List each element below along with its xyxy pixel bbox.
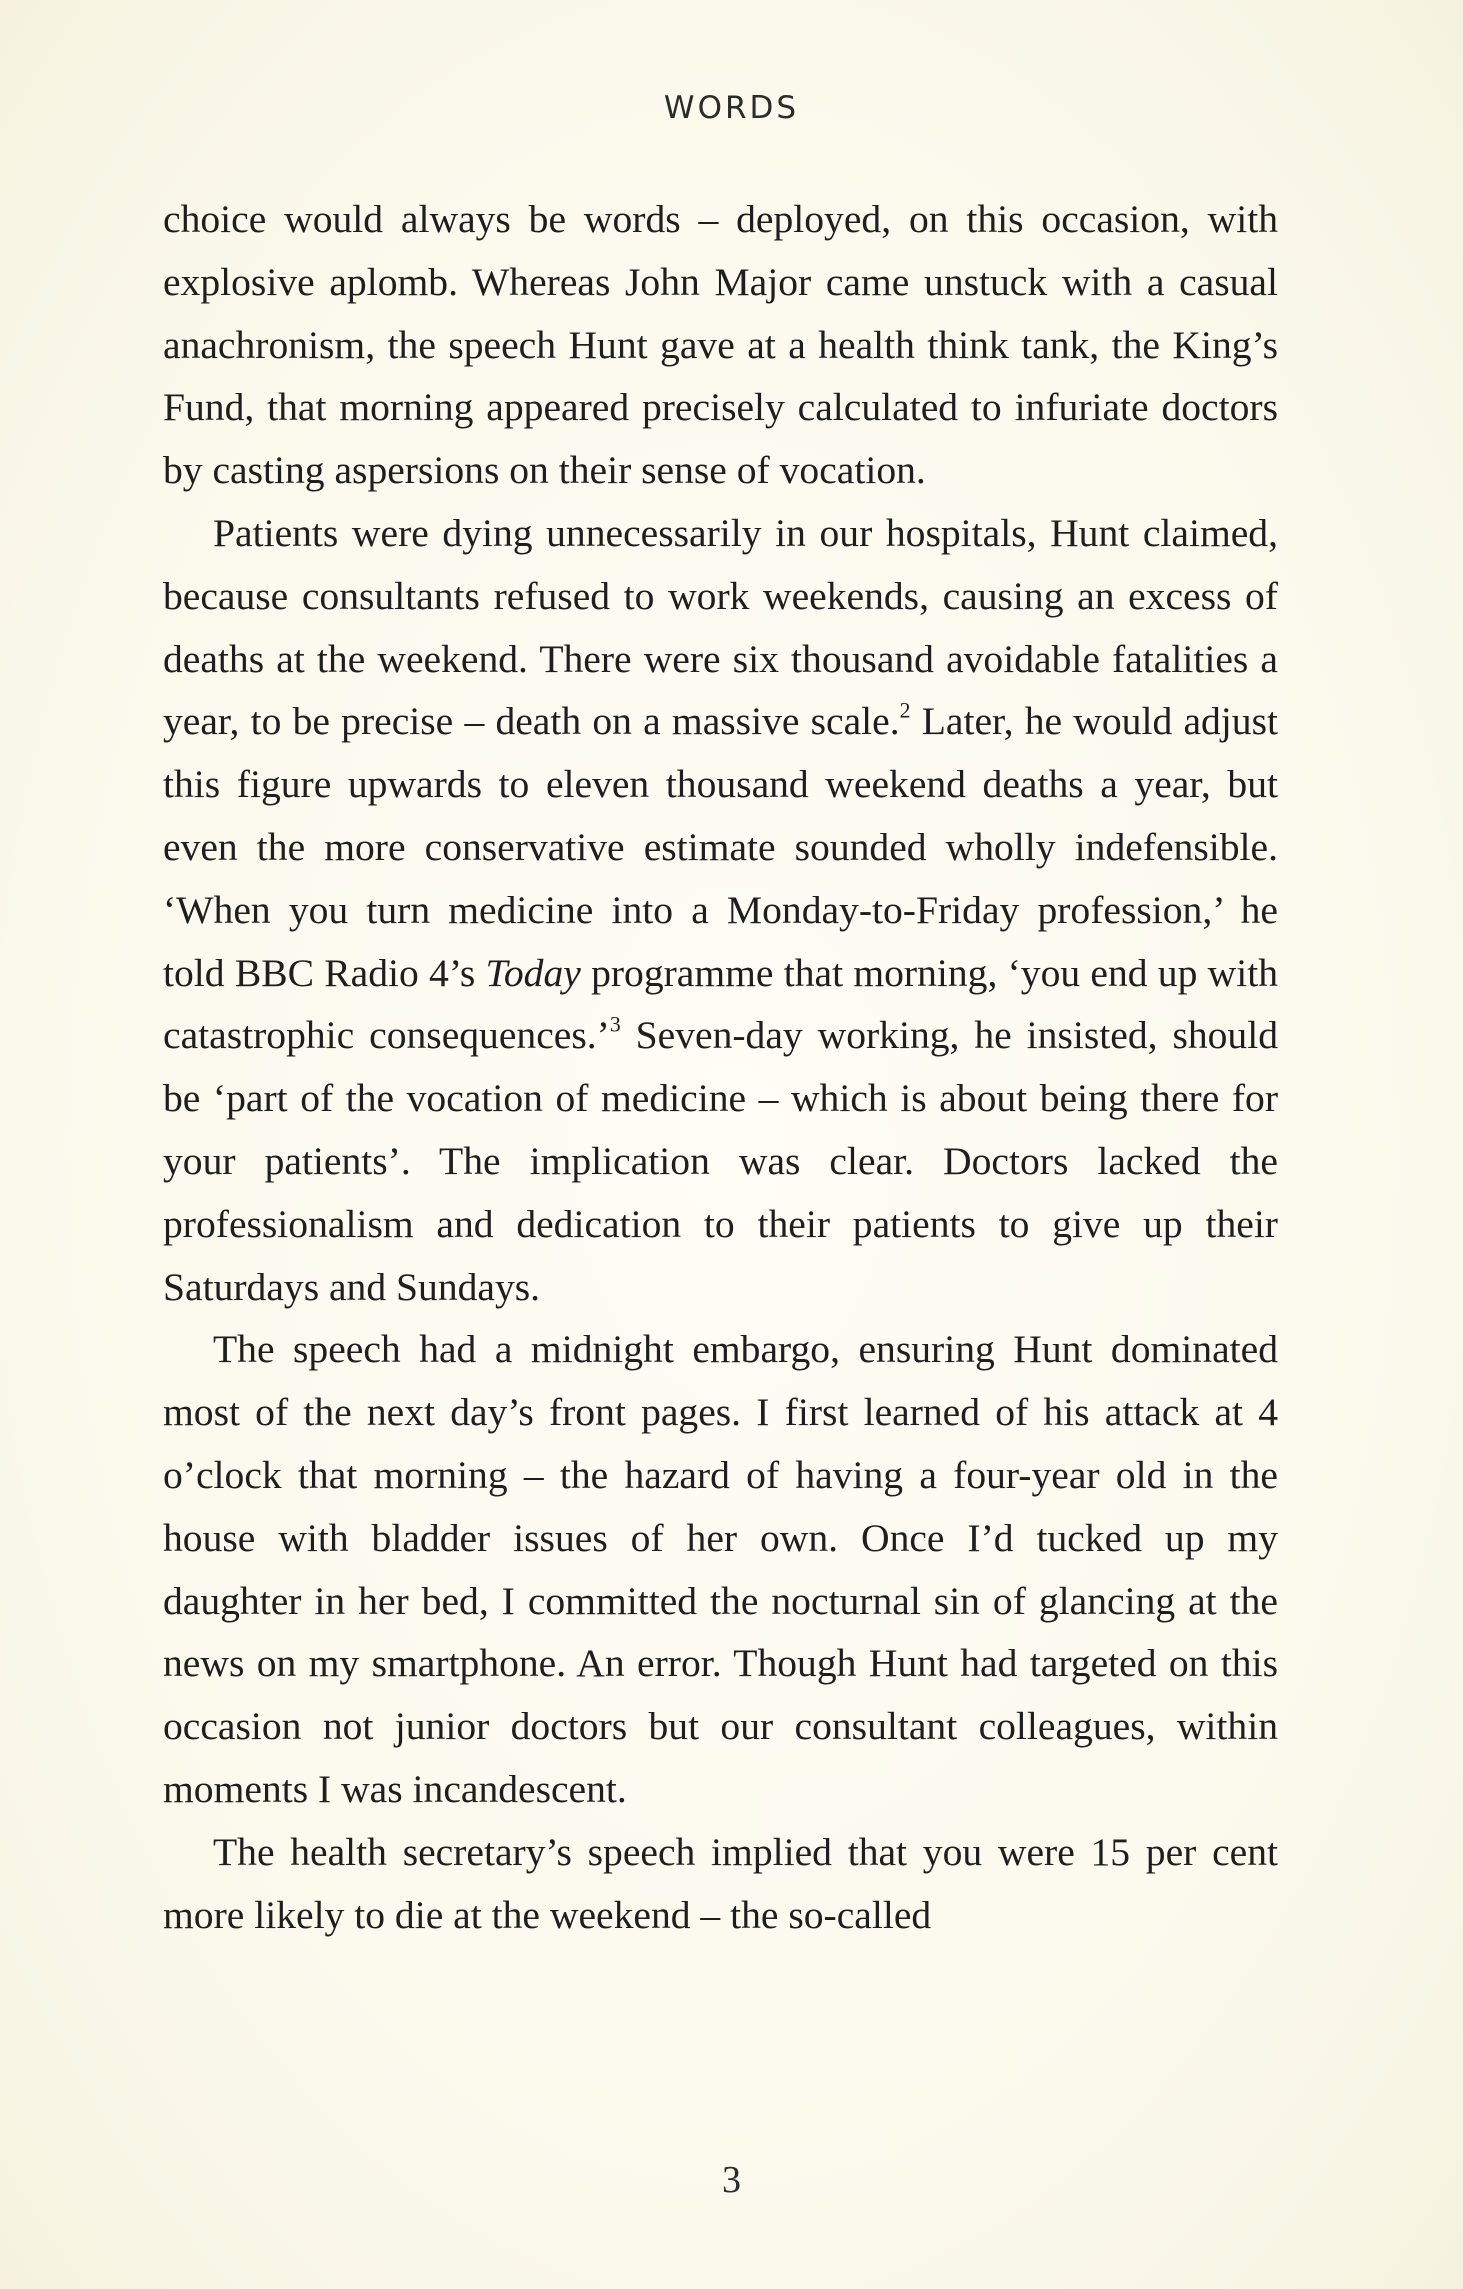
- footnote-ref-3: 3: [609, 1013, 621, 1038]
- paragraph-1-text: choice would always be words – deployed, on this occasion, with explosive aplomb. Whereas John Major came unstuck with a casual anachronism, the speech Hunt gave at a health think tank, the King’s Fund, that morning appeared precisely calculated to infuriate doctors by casting aspersions on their sense of vocation.: [163, 197, 1278, 493]
- paragraph-1: [163, 188, 1278, 502]
- paragraph-2: [163, 502, 1278, 1318]
- footnote-ref-2: 2: [899, 699, 911, 724]
- paragraph-4-text: The health secretary’s speech implied that you were 15 per cent more likely to die at the weekend – the so-called: [163, 1829, 1278, 1937]
- programme-title: Today: [485, 950, 581, 995]
- paragraph-3: [163, 1318, 1278, 1820]
- running-head: WORDS: [663, 90, 800, 126]
- paragraph-2-text-c: programme that morning, ‘you end up with catastrophic consequences.’: [163, 950, 1278, 1058]
- paragraph-4: [163, 1821, 1278, 1947]
- paragraph-2-text-a: Patients were dying unnecessarily in our hospitals, Hunt claimed, because consultants refused to work weekends, causing an excess of deaths at the weekend. There were six thousand avoidable fatalities a year, to be precise – death on a massive scale.: [163, 510, 1278, 744]
- body-text: [163, 188, 1278, 1946]
- page-number: 3: [722, 2159, 741, 2201]
- paragraph-2-text-d: Seven-day working, he insisted, should be ‘part of the vocation of medicine – which is about being there for your patients’. The implication was clear. Doctors lacked the professionalism and dedication to their patients to give up their Saturdays and Sundays.: [163, 1013, 1278, 1309]
- paragraph-3-text: The speech had a midnight embargo, ensuring Hunt dominated most of the next day’s front pages. I first learned of his attack at 4 o’clock that morning – the hazard of having a four-year old in the house with bladder issues of her own. Once I’d tucked up my daughter in her bed, I committed the nocturnal sin of glancing at the news on my smartphone. An error. Though Hunt had targeted on this occasion not junior doctors but our consultant colleagues, within moments I was incandescent.: [163, 1327, 1278, 1811]
- paragraph-2-text-b: Later, he would adjust this figure upwards to eleven thousand weekend deaths a year, but even the more conservative estimate sounded wholly indefensible. ‘When you turn medicine into a Monday-to-Friday profession,’ he told BBC Radio 4’s: [163, 699, 1278, 995]
